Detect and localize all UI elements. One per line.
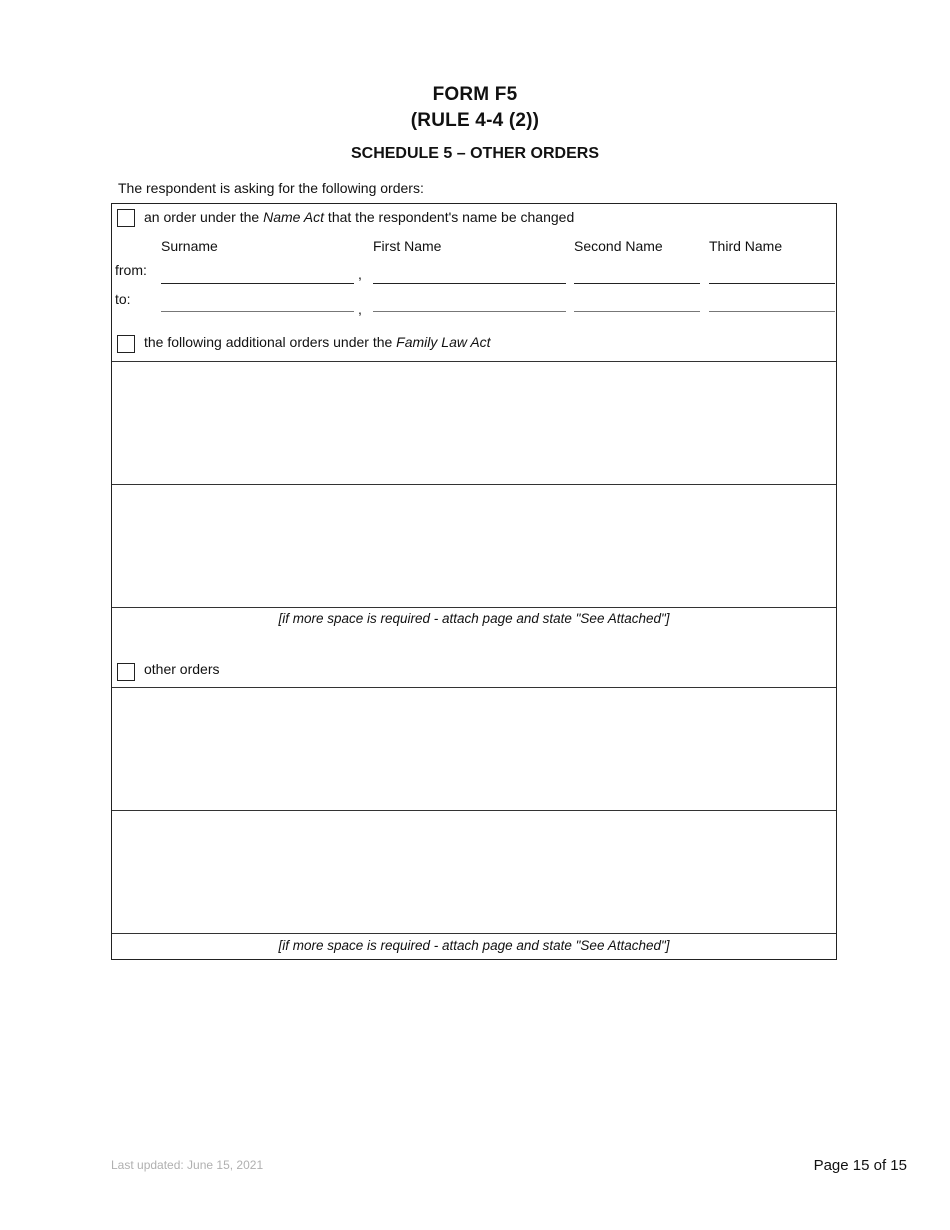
family-law-act-label: Family Law Act (396, 334, 491, 350)
more-space-note: [if more space is required - attach page and state "See Attached"] (278, 611, 670, 626)
to-first-name-field[interactable] (373, 311, 566, 312)
column-second-name: Second Name (574, 238, 663, 254)
to-surname-field[interactable] (161, 311, 354, 312)
name-change-label: an order under the Name Act that the respondent's name be changed (144, 209, 575, 225)
from-second-name-field[interactable] (574, 283, 700, 284)
divider (112, 933, 836, 934)
additional-orders-label: the following additional orders under the Family Law Act (144, 334, 491, 350)
additional-orders-area-1[interactable] (112, 362, 836, 483)
from-surname-field[interactable] (161, 283, 354, 284)
name-act-label: Name Act (263, 209, 325, 225)
to-label: to: (115, 291, 131, 307)
column-third-name: Third Name (709, 238, 783, 254)
to-third-name-field[interactable] (709, 311, 835, 312)
from-label: from: (115, 262, 147, 278)
from-third-name-field[interactable] (709, 283, 835, 284)
additional-orders-area-2[interactable] (112, 485, 836, 606)
to-comma: , (358, 301, 362, 317)
from-first-name-field[interactable] (373, 283, 566, 284)
to-second-name-field[interactable] (574, 311, 700, 312)
other-orders-area-2[interactable] (112, 811, 836, 932)
additional-orders-checkbox[interactable] (117, 335, 135, 353)
other-orders-label: other orders (144, 661, 220, 677)
column-surname: Surname (161, 238, 218, 254)
last-updated: Last updated: June 15, 2021 (111, 1158, 264, 1172)
other-orders-checkbox[interactable] (117, 663, 135, 681)
other-orders-area-1[interactable] (112, 688, 836, 809)
column-first-name: First Name (373, 238, 442, 254)
form-rule: (RULE 4-4 (2)) (410, 110, 540, 131)
intro-text: The respondent is asking for the following orders: (118, 180, 424, 196)
from-comma: , (358, 266, 362, 282)
schedule-title: SCHEDULE 5 – OTHER ORDERS (350, 145, 600, 162)
more-space-note-2: [if more space is required - attach page and state "See Attached"] (278, 938, 670, 953)
divider (112, 607, 836, 608)
name-change-checkbox[interactable] (117, 209, 135, 227)
orders-table (111, 203, 837, 960)
page-number: Page 15 of 15 (813, 1157, 907, 1174)
form-title: FORM F5 (432, 84, 518, 105)
